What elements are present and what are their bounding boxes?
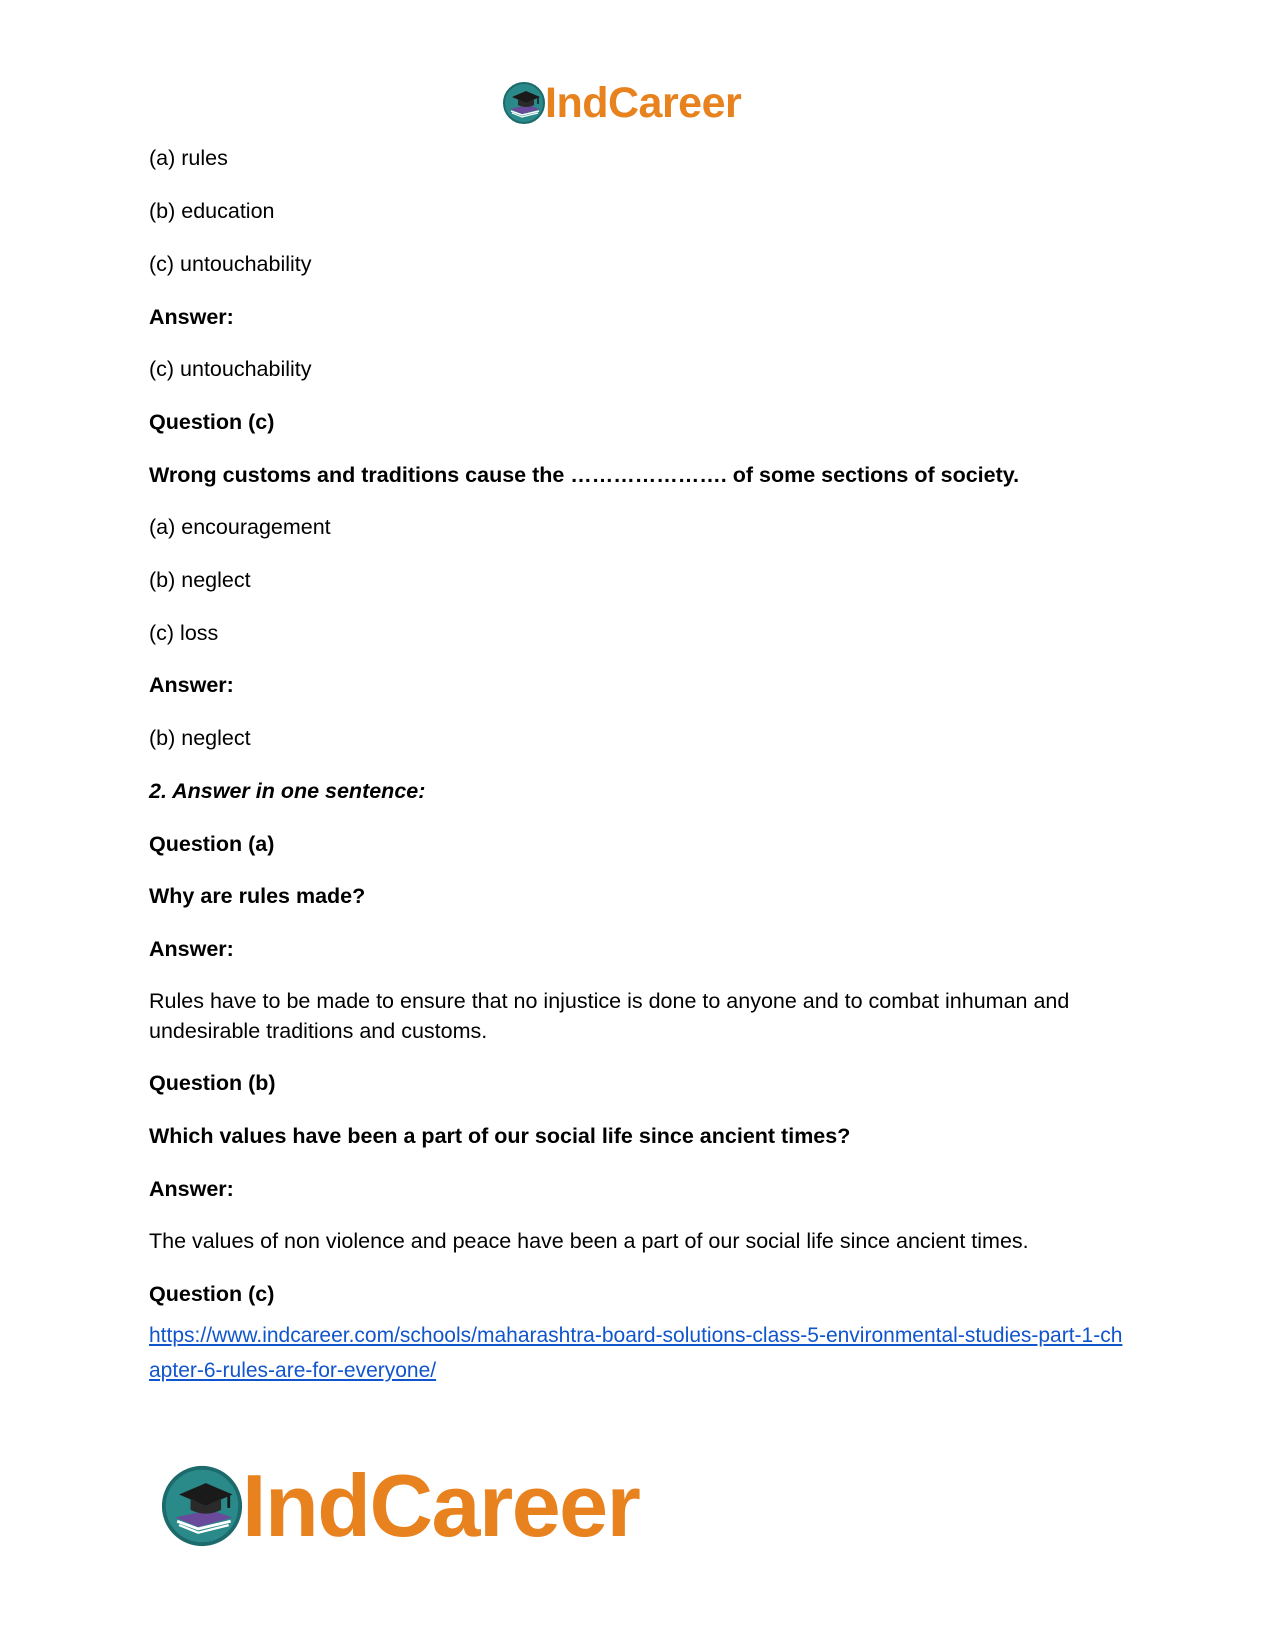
logo-wordmark: IndCareer [242, 1456, 640, 1555]
question-text: Wrong customs and traditions cause the …………………. of some sections of society. [149, 463, 1020, 487]
answer-label: Answer: [149, 673, 234, 697]
graduation-book-icon [502, 81, 546, 125]
footer-logo [160, 1456, 640, 1555]
source-link[interactable]: https://www.indcareer.com/schools/maharashtra-board-solutions-class-5-environmental-studies-part-1-chapter-6-rules-are-for-everyone/ [149, 1324, 1123, 1382]
answer-text: The values of non violence and peace have been a part of our social life since ancient times. [149, 1229, 1029, 1253]
logo-wordmark: IndCareer [545, 79, 742, 127]
option-text: (b) neglect [149, 568, 251, 592]
question-heading: Question (c) [149, 410, 275, 434]
question-heading: Question (c) [149, 1282, 275, 1306]
section-heading: 2. Answer in one sentence: [149, 779, 426, 803]
answer-label: Answer: [149, 305, 234, 329]
question-heading: Question (b) [149, 1071, 276, 1095]
option-text: (c) loss [149, 621, 219, 645]
answer-text: (b) neglect [149, 726, 251, 750]
answer-paragraph: Rules have to be made to ensure that no injustice is done to anyone and to combat inhuman and undesirable traditions and customs. [149, 989, 1070, 1043]
graduation-book-icon [160, 1464, 244, 1548]
question-heading: Question (a) [149, 832, 275, 856]
header-logo [502, 78, 741, 128]
answer-text: (c) untouchability [149, 357, 312, 381]
option-text: (a) rules [149, 146, 228, 170]
option-text: (b) education [149, 199, 275, 223]
option-text: (a) encouragement [149, 515, 331, 539]
option-text: (c) untouchability [149, 252, 312, 276]
answer-label: Answer: [149, 1177, 234, 1201]
answer-label: Answer: [149, 937, 234, 961]
question-text: Which values have been a part of our social life since ancient times? [149, 1124, 851, 1148]
question-text: Why are rules made? [149, 884, 366, 908]
